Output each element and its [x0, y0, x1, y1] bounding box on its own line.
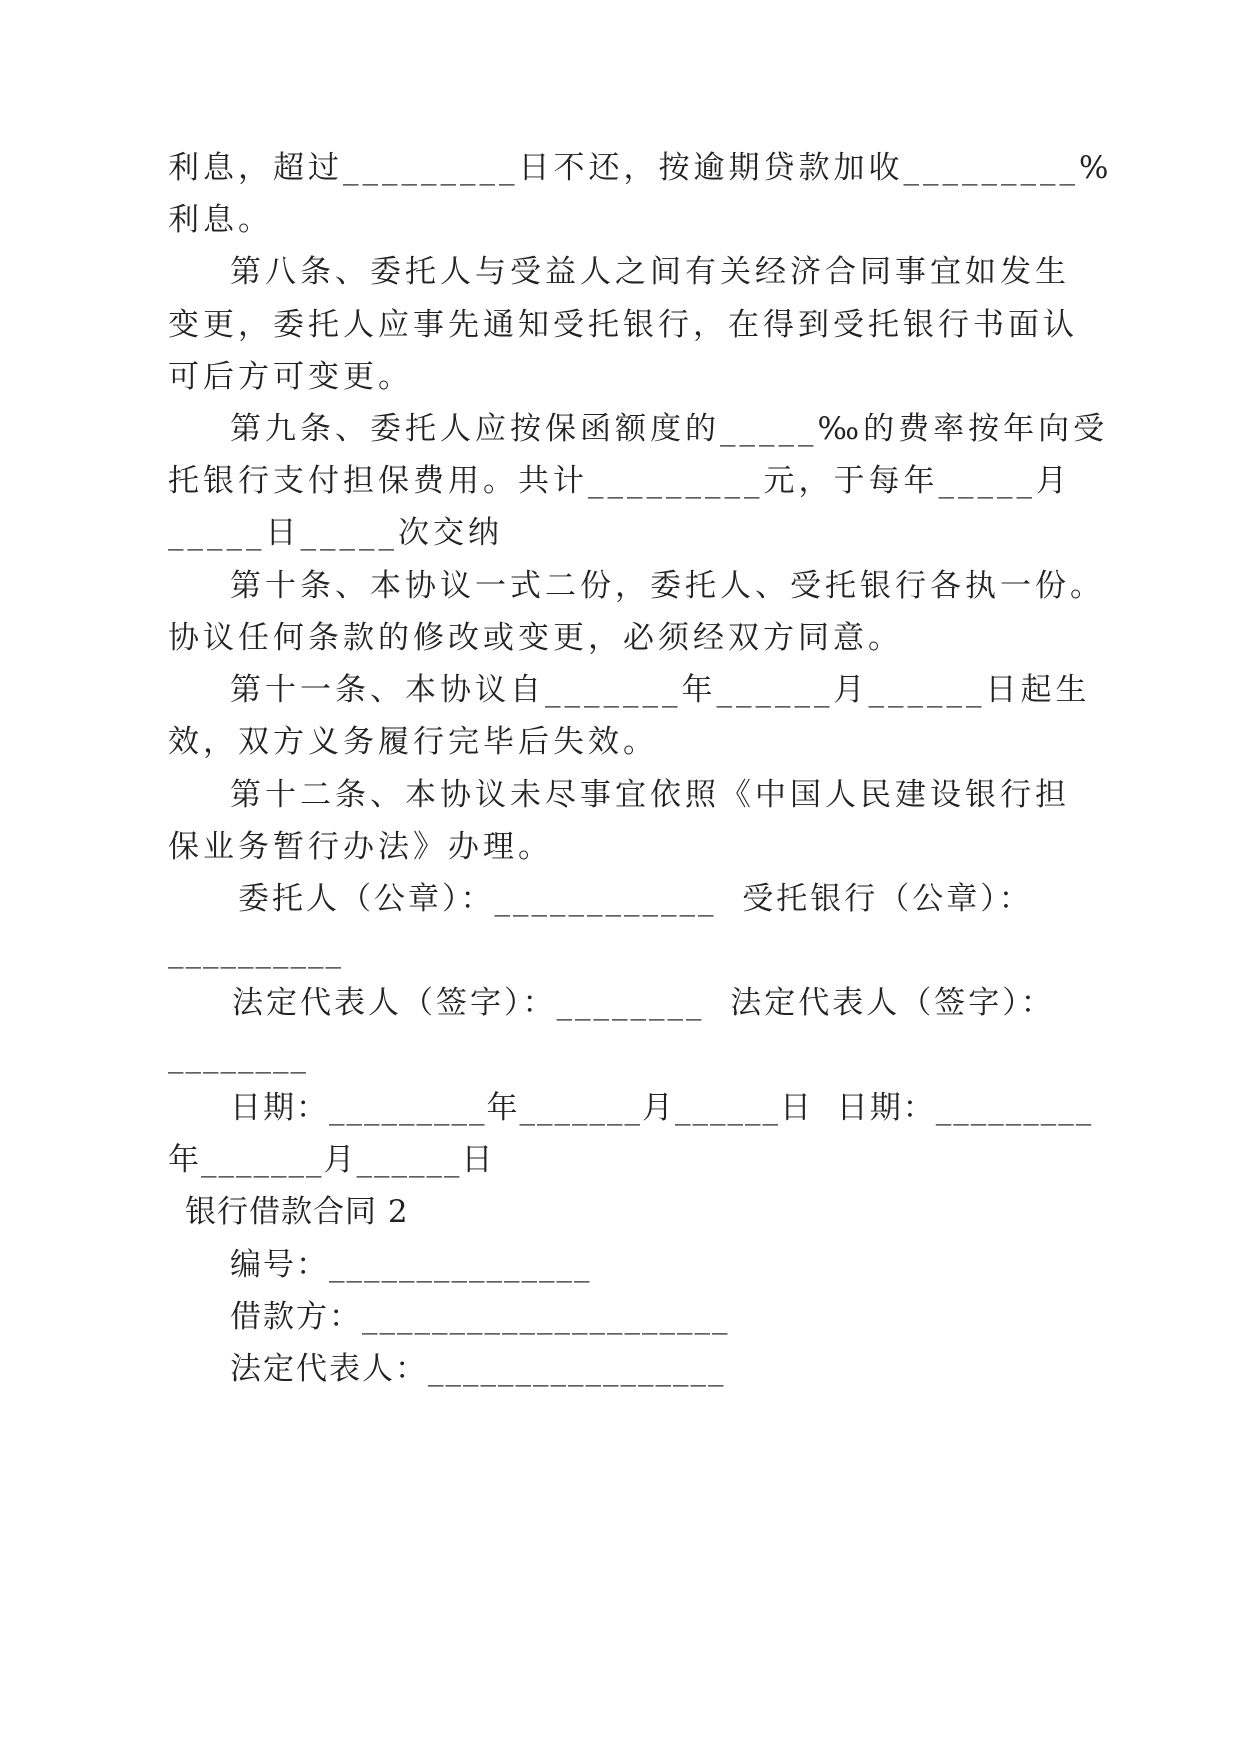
article-8-line-2: 变更，委托人应事先通知受托银行，在得到受托银行书面认: [168, 307, 1078, 343]
article-8-line-1: 第八条、委托人与受益人之间有关经济合同事宜如发生: [230, 254, 1070, 290]
borrower-field-line: 借款方：_____________________: [230, 1299, 730, 1335]
text-line-1: 利息，超过_________日不还，按逾期贷款加收_________%: [168, 150, 1113, 186]
number-field-line: 编号：_______________: [230, 1247, 592, 1283]
article-10-line-2: 协议任何条款的修改或变更，必须经双方同意。: [168, 620, 903, 656]
date-line-2: 年_______月______日: [168, 1142, 495, 1178]
seal-blank-line: __________: [168, 933, 343, 969]
article-11-line-2: 效，双方义务履行完毕后失效。: [168, 724, 658, 760]
date-line-1: 日期：_________年_______月______日 日期：_________: [230, 1090, 1094, 1126]
contract-title: 银行借款合同 2: [185, 1194, 409, 1230]
article-12-line-2: 保业务暂行办法》办理。: [168, 829, 553, 865]
article-8-line-3: 可后方可变更。: [168, 359, 413, 395]
signature-blank-line: ________: [168, 1038, 308, 1074]
article-12-line-1: 第十二条、本协议未尽事宜依照《中国人民建设银行担: [230, 777, 1070, 813]
legal-representative-field-line: 法定代表人：_________________: [230, 1351, 726, 1387]
article-9-line-1: 第九条、委托人应按保函额度的_____‰的费率按年向受: [230, 411, 1109, 447]
signature-line: 法定代表人（签字）：________ 法定代表人（签字）：: [232, 985, 1055, 1021]
article-9-line-3: _____日_____次交纳: [168, 515, 503, 551]
article-9-line-2: 托银行支付担保费用。共计_________元，于每年_____月: [168, 463, 1071, 499]
article-11-line-1: 第十一条、本协议自_______年______月______日起生: [230, 672, 1091, 708]
article-10-line-1: 第十条、本协议一式二份，委托人、受托银行各执一份。: [230, 568, 1105, 604]
text-line-2: 利息。: [168, 202, 273, 238]
seal-line: 委托人（公章）：____________ 受托银行（公章）：: [238, 881, 1033, 917]
